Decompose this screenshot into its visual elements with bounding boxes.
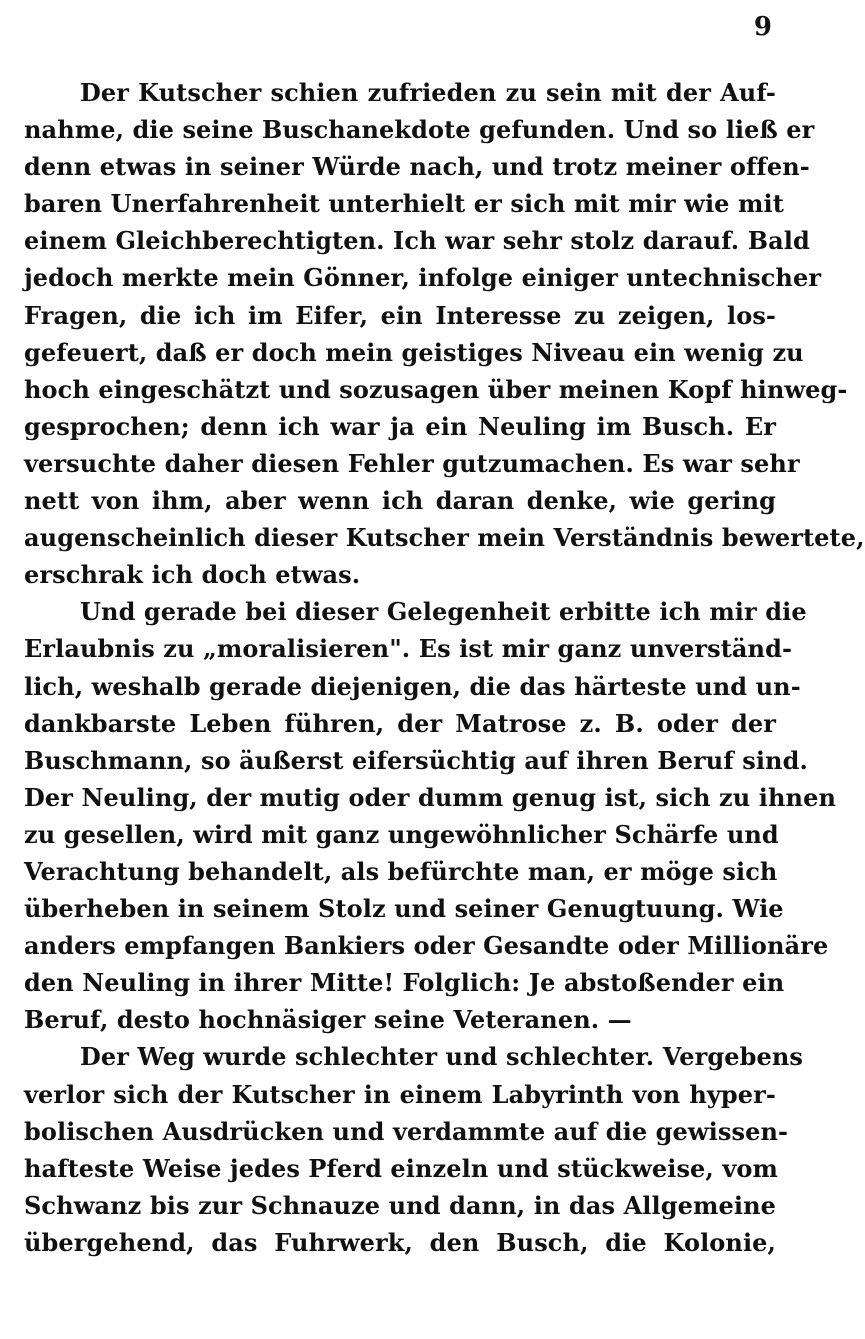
text-line: hafteste Weise jedes Pferd einzeln und stückweise, vom <box>24 1153 778 1183</box>
text-line: einem Gleichberechtigten. Ich war sehr stolz darauf. Bald <box>24 226 810 256</box>
text-line: dankbarste Leben führen, der Matrose z. B. oder der <box>24 708 776 738</box>
text-line: jedoch merkte mein Gönner, infolge einiger untechnischer <box>24 263 822 293</box>
text-line: überheben in seinem Stolz und seiner Genugtuung. Wie <box>24 894 784 924</box>
text-line: lich, weshalb gerade diejenigen, die das härteste und un- <box>24 671 801 701</box>
text-line: Schwanz bis zur Schnauze und dann, in das Allgemeine <box>24 1190 776 1220</box>
text-line: Und gerade bei dieser Gelegenheit erbitte ich mir die <box>80 597 807 627</box>
text-line: Der Neuling, der mutig oder dumm genug ist, sich zu ihnen <box>24 782 837 812</box>
text-line: gesprochen; denn ich war ja ein Neuling im Busch. Er <box>24 411 776 441</box>
text-line: versuchte daher diesen Fehler gutzumachen. Es war sehr <box>24 448 800 478</box>
text-line: zu gesellen, wird mit ganz ungewöhnlicher Schärfe und <box>24 819 779 849</box>
text-line: Fragen, die ich im Eifer, ein Interesse zu zeigen, los- <box>24 300 776 330</box>
text-line: Der Weg wurde schlechter und schlechter. Vergebens <box>80 1042 803 1072</box>
page-number: 9 <box>753 12 772 42</box>
text-line: gefeuert, daß er doch mein geistiges Niveau ein wenig zu <box>24 337 804 367</box>
text-line: denn etwas in seiner Würde nach, und trotz meiner offen- <box>24 152 810 182</box>
text-line: anders empfangen Bankiers oder Gesandte oder Millionäre <box>24 931 829 961</box>
text-line: baren Unerfahrenheit unterhielt er sich mit mir wie mit <box>24 189 784 219</box>
text-line: nett von ihm, aber wenn ich daran denke, wie gering <box>24 486 776 516</box>
text-line: bolischen Ausdrücken und verdammte auf die gewissen- <box>24 1116 789 1146</box>
text-line: Verachtung behandelt, als befürchte man, er möge sich <box>24 856 778 886</box>
text-line: übergehend, das Fuhrwerk, den Busch, die Kolonie, <box>24 1227 776 1257</box>
text-line: erschrak ich doch etwas. <box>24 560 361 590</box>
text-line: augenscheinlich dieser Kutscher mein Verständnis bewertete, <box>24 523 865 553</box>
text-line: Erlaubnis zu „moralisieren". Es ist mir ganz unverständ- <box>24 634 793 664</box>
text-line: hoch eingeschätzt und sozusagen über meinen Kopf hinweg- <box>24 374 848 404</box>
text-line: den Neuling in ihrer Mitte! Folglich: Je abstoßender ein <box>24 968 785 998</box>
text-line: Der Kutscher schien zufrieden zu sein mit der Auf- <box>80 78 776 107</box>
text-line: verlor sich der Kutscher in einem Labyrinth von hyper- <box>24 1079 776 1109</box>
text-line: Buschmann, so äußerst eifersüchtig auf ihren Beruf sind. <box>24 745 808 775</box>
text-line: Beruf, desto hochnäsiger seine Veteranen. — <box>24 1005 632 1035</box>
text-line: nahme, die seine Buschanekdote gefunden. Und so ließ er <box>24 115 815 145</box>
body-text <box>24 74 865 1261</box>
